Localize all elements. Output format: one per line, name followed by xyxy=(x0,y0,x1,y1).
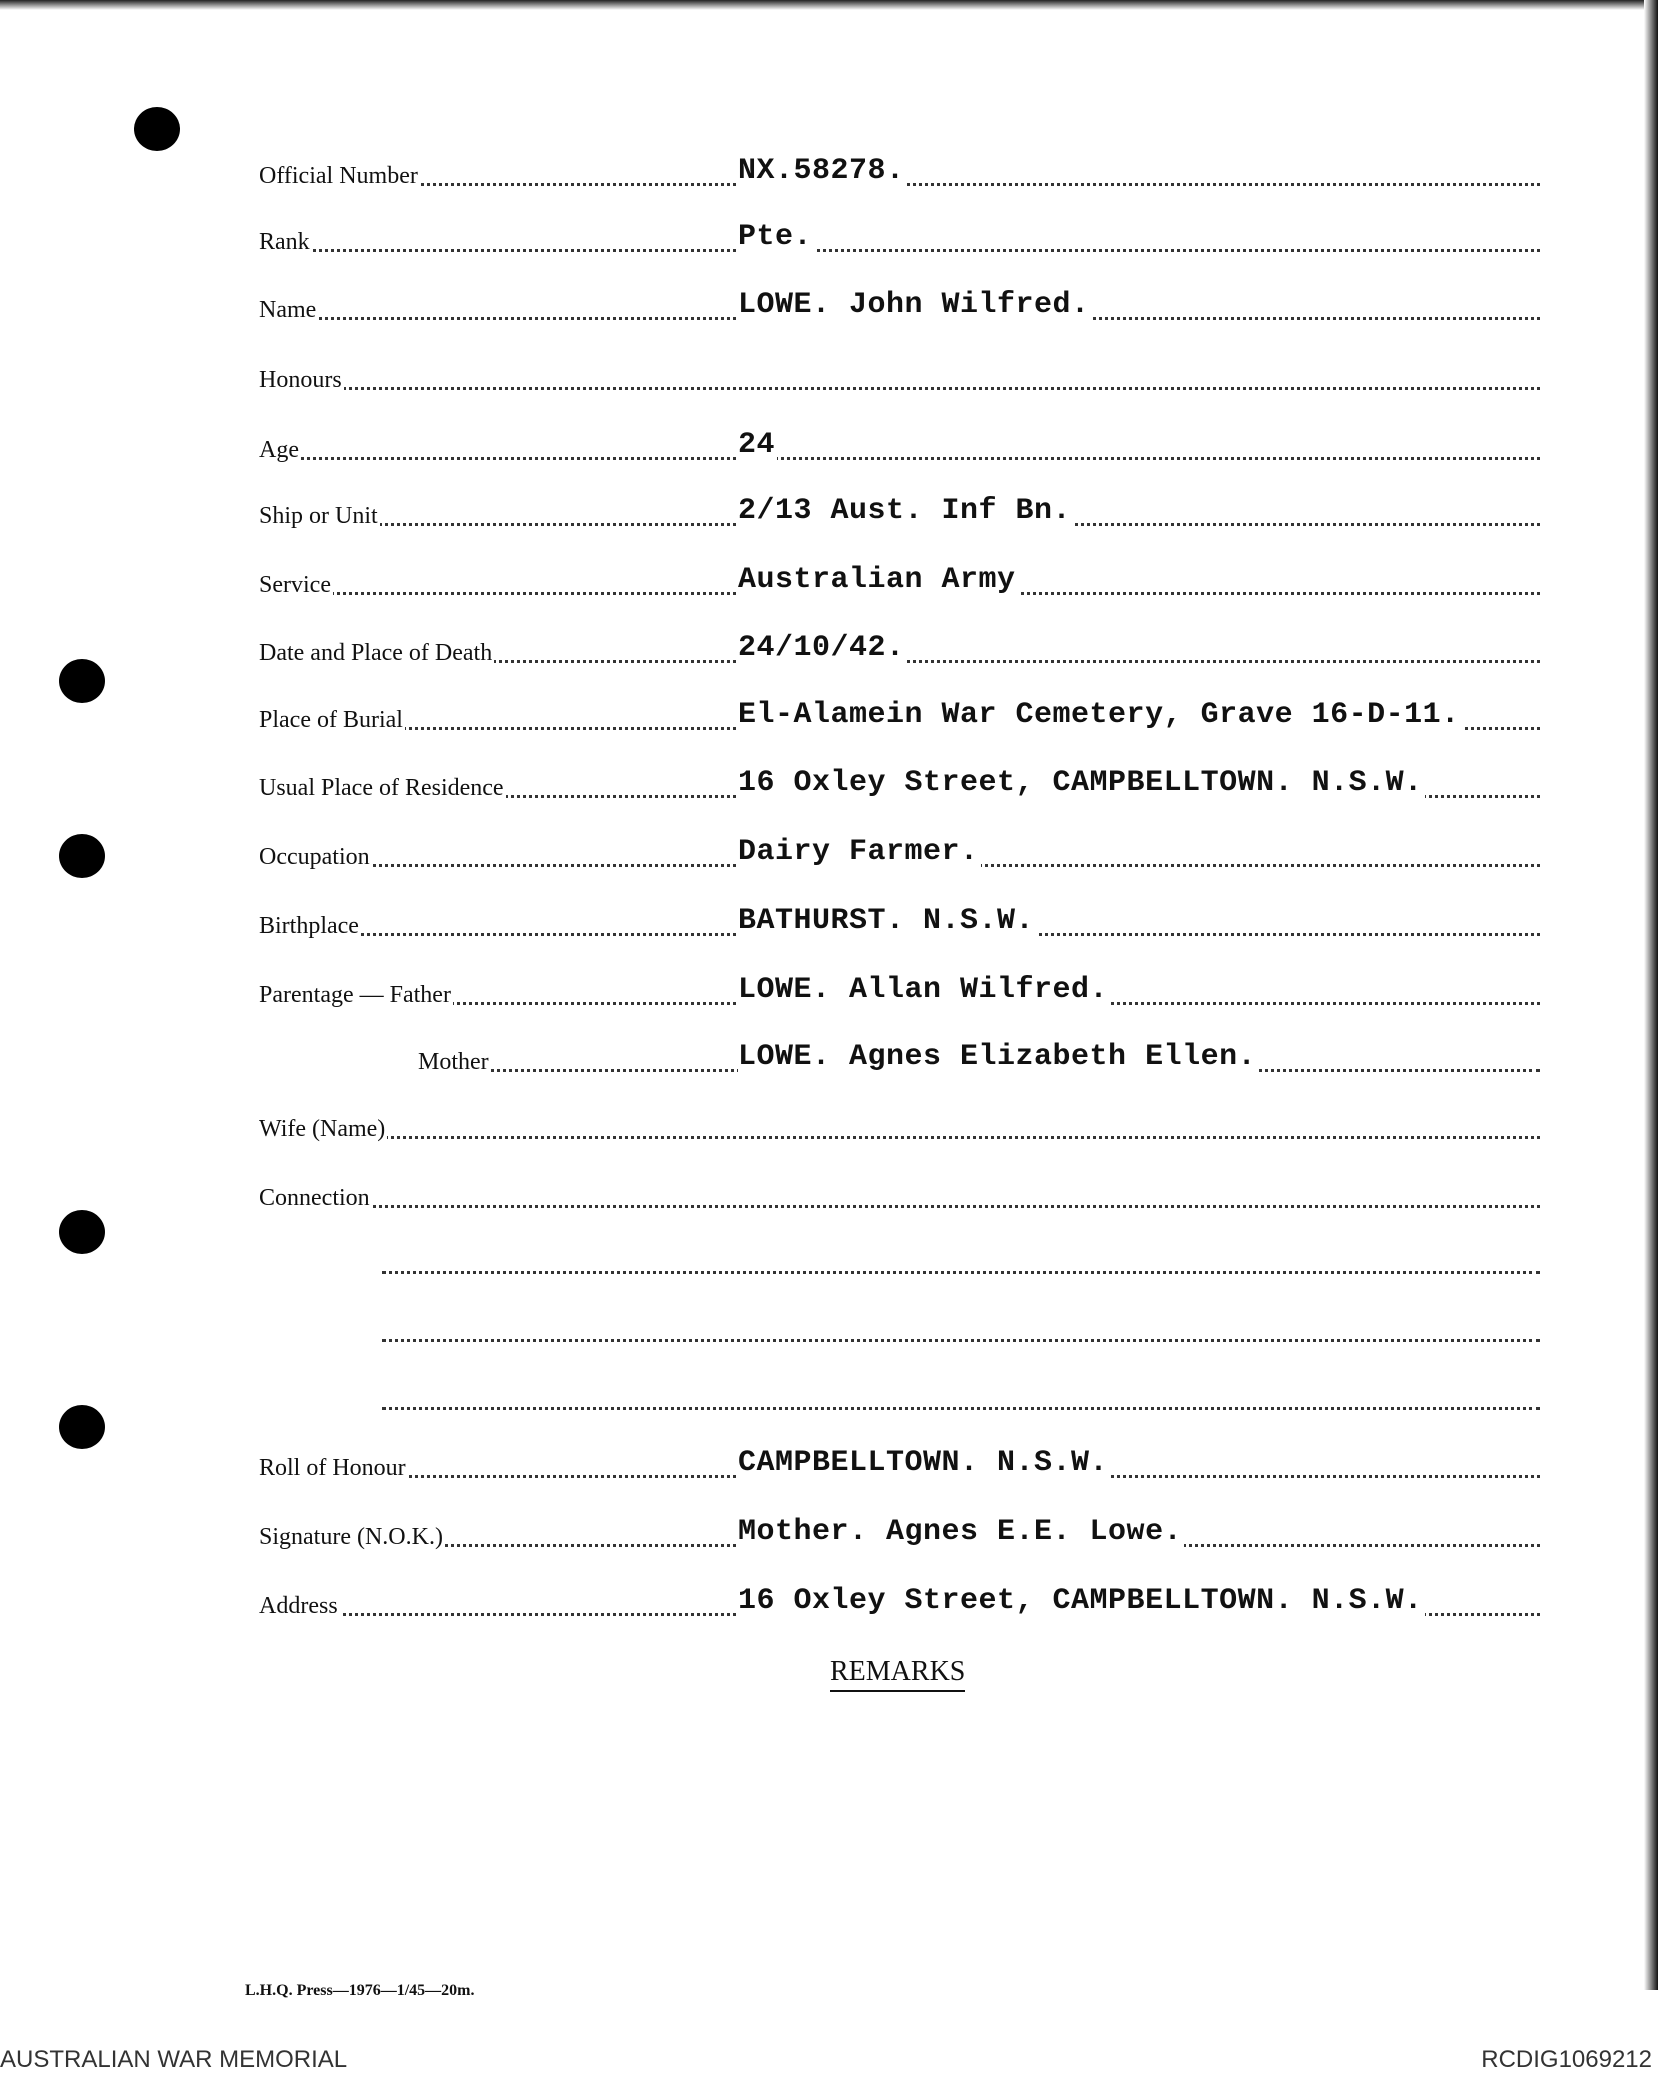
field-value: CAMPBELLTOWN. N.S.W. xyxy=(738,1446,1109,1480)
form-row xyxy=(259,1312,1540,1346)
form-row xyxy=(259,906,1540,940)
dotted-line xyxy=(259,1136,1540,1139)
field-value: LOWE. Allan Wilfred. xyxy=(738,973,1109,1007)
field-label: Ship or Unit xyxy=(259,503,378,529)
field-value: Dairy Farmer. xyxy=(738,835,979,869)
dotted-line xyxy=(382,1407,1540,1410)
form-row xyxy=(259,1244,1540,1278)
form-row xyxy=(259,975,1540,1009)
field-value: BATHURST. N.S.W. xyxy=(738,904,1035,938)
press-mark: L.H.Q. Press—1976—1/45—20m. xyxy=(245,1982,475,1999)
field-value: El-Alamein War Cemetery, Grave 16-D-11. xyxy=(738,698,1460,732)
form-row xyxy=(259,430,1540,464)
form-row xyxy=(259,837,1540,871)
punch-hole xyxy=(59,1405,105,1449)
field-label: Service xyxy=(259,572,331,598)
form-row xyxy=(259,222,1540,256)
field-label: Usual Place of Residence xyxy=(259,775,504,801)
field-label: Honours xyxy=(259,367,342,393)
field-label: Birthplace xyxy=(259,913,359,939)
punch-hole xyxy=(134,107,180,151)
field-label: Occupation xyxy=(259,844,370,870)
field-label: Rank xyxy=(259,229,310,255)
dotted-line xyxy=(382,1339,1540,1342)
form-row xyxy=(259,156,1540,190)
form-row xyxy=(259,360,1540,394)
form-row xyxy=(259,290,1540,324)
form-row xyxy=(259,768,1540,802)
field-value: 24/10/42. xyxy=(738,631,905,665)
dotted-line xyxy=(259,1205,1540,1208)
form-row xyxy=(259,1517,1540,1551)
dotted-line xyxy=(259,387,1540,390)
form-row xyxy=(259,1109,1540,1143)
form-row xyxy=(259,1178,1540,1212)
remarks-heading: REMARKS xyxy=(830,1656,965,1692)
field-label: Parentage — Father xyxy=(259,982,451,1008)
field-label: Name xyxy=(259,297,317,323)
scan-edge-top xyxy=(0,0,1658,10)
field-value: Australian Army xyxy=(738,563,1016,597)
field-label: Date and Place of Death xyxy=(259,640,493,666)
field-value: Pte. xyxy=(738,220,813,254)
field-label: Age xyxy=(259,437,299,463)
field-value: LOWE. John Wilfred. xyxy=(738,288,1090,322)
dotted-line xyxy=(382,1271,1540,1274)
field-label: Roll of Honour xyxy=(259,1455,406,1481)
field-value: 24 xyxy=(738,428,776,462)
field-value: 16 Oxley Street, CAMPBELLTOWN. N.S.W. xyxy=(738,1584,1423,1618)
punch-hole xyxy=(59,834,105,878)
form-row xyxy=(259,700,1540,734)
form-row xyxy=(259,1586,1540,1620)
field-label: Official Number xyxy=(259,163,418,189)
field-label: Signature (N.O.K.) xyxy=(259,1524,443,1550)
form-row xyxy=(259,1380,1540,1414)
field-value: Mother. Agnes E.E. Lowe. xyxy=(738,1515,1183,1549)
form-row xyxy=(259,496,1540,530)
punch-hole xyxy=(59,1210,105,1254)
dotted-line xyxy=(259,249,1540,252)
field-label: Connection xyxy=(259,1185,370,1211)
field-value: NX.58278. xyxy=(738,154,905,188)
field-label: Mother xyxy=(418,1049,489,1075)
field-value: 16 Oxley Street, CAMPBELLTOWN. N.S.W. xyxy=(738,766,1423,800)
archive-name: AUSTRALIAN WAR MEMORIAL xyxy=(0,2046,348,2073)
form-row xyxy=(259,565,1540,599)
dotted-line xyxy=(259,457,1540,460)
form-row xyxy=(259,1448,1540,1482)
archive-reference: RCDIG1069212 xyxy=(1481,2046,1652,2073)
form-row xyxy=(259,633,1540,667)
field-label: Wife (Name) xyxy=(259,1116,386,1142)
punch-hole xyxy=(59,659,105,703)
field-value: LOWE. Agnes Elizabeth Ellen. xyxy=(738,1040,1257,1074)
form-row xyxy=(259,1042,1540,1076)
field-value: 2/13 Aust. Inf Bn. xyxy=(738,494,1072,528)
scan-edge-right xyxy=(1644,0,1658,1990)
field-label: Address xyxy=(259,1593,338,1619)
field-label: Place of Burial xyxy=(259,707,403,733)
